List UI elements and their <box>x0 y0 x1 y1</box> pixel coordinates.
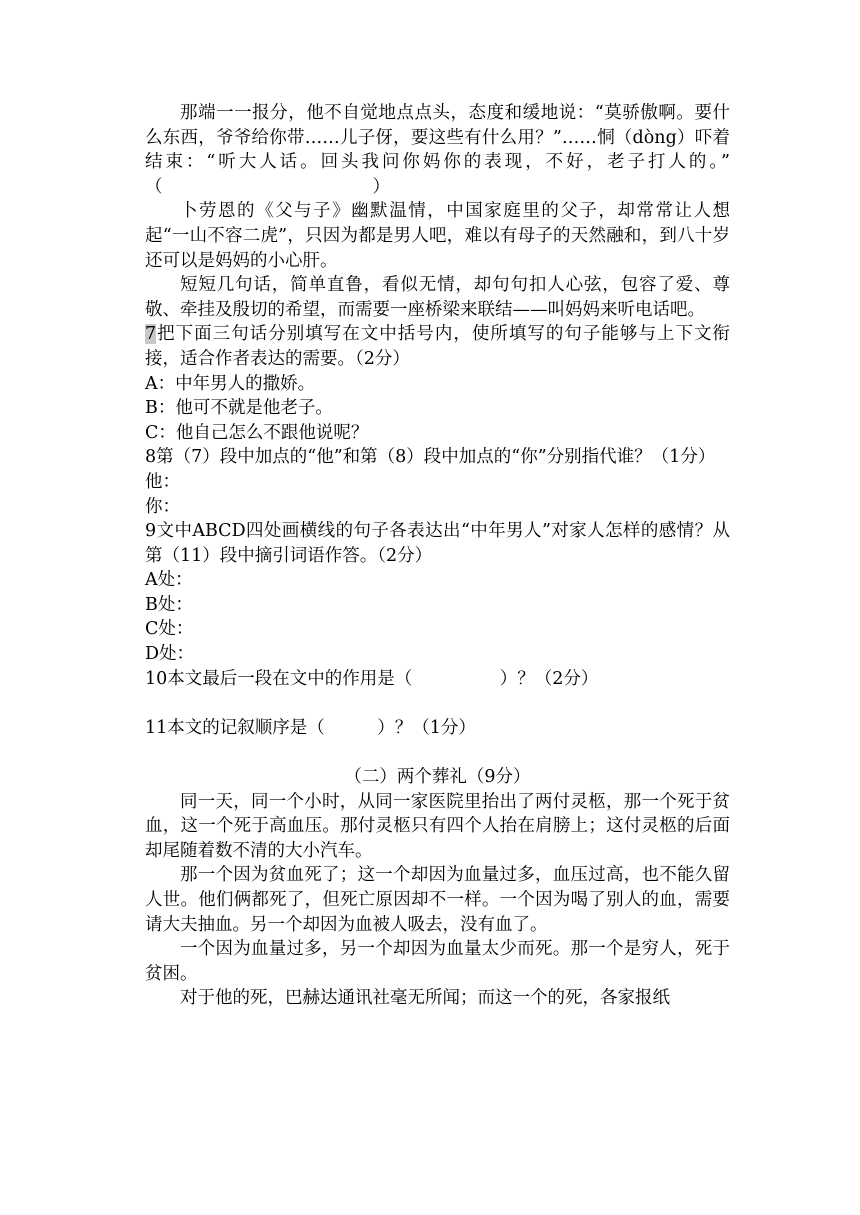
paragraph-short-words: 短短几句话，简单直鲁，看似无情，却句句扣人心弦，包容了爱、尊敬、牵挂及殷切的希望，而需要一座桥梁来联结——叫妈妈来听电话吧。 <box>145 275 730 320</box>
answer-line-ni: 你： <box>145 496 180 517</box>
section-title: （二）两个葬礼（9分） <box>344 767 531 788</box>
paragraph-blood-amount: 一个因为血量过多，另一个却因为血量太少而死。那一个是穷人，死于贫困。 <box>145 939 730 984</box>
paragraph-two-coffins: 同一天，同一个小时，从同一家医院里抬出了两付灵柩，那一个死于贫血，这一个死于高血压。那付灵柩只有四个人抬在肩膀上；这付灵柩的后面却尾随着数不清的大小汽车。 <box>145 791 730 861</box>
answer-line-b: B处： <box>145 594 193 615</box>
blank-line <box>145 691 730 716</box>
option-a: A：中年男人的撒娇。 <box>145 373 316 394</box>
paragraph-anemia: 那一个因为贫血死了；这一个却因为血量过多，血压过高，也不能久留人世。他们俩都死了，但死亡原因却不一样。一个因为喝了别人的血，需要请大夫抽血。另一个却因为血被人吸去，没有血了。 <box>145 865 730 935</box>
paragraph-news-agency: 对于他的死，巴赫达通讯社毫无所闻；而这一个的死，各家报纸 <box>180 988 670 1009</box>
document-body <box>145 101 748 1011</box>
answer-line-c: C处： <box>145 619 194 640</box>
question-10: 10本文最后一段在文中的作用是（ ）？（2分） <box>145 668 599 689</box>
question-7 <box>145 322 730 371</box>
option-c: C：他自己怎么不跟他说呢？ <box>145 422 369 443</box>
question-11: 11本文的记叙顺序是（ ）？（1分） <box>145 717 476 738</box>
blank-line <box>145 740 730 765</box>
paragraph-father-and-son: 卜劳恩的《父与子》幽默温情，中国家庭里的父子，却常常让人想起“一山不容二虎”，只因为都是男人吧，难以有母子的天然融和，到八十岁还可以是妈妈的小心肝。 <box>145 201 730 271</box>
option-b: B：他可不就是他老子。 <box>145 398 333 419</box>
question-9: 9文中ABCD四处画横线的句子各表达出“中年男人”对家人怎样的感情？从第（11）段中摘引词语作答。（2分） <box>145 521 730 566</box>
answer-line-d: D处： <box>145 644 195 665</box>
answer-line-ta: 他： <box>145 471 180 492</box>
question-7-text: 把下面三句话分别填写在文中括号内，使所填写的句子能够与上下文衔接，适合作者表达的需要。（2分） <box>145 324 730 369</box>
paragraph-phone-call: 那端一一报分，他不自觉地点点头，态度和缓地说：“莫骄傲啊。要什么东西，爷爷给你带……儿子伢，要这些有什么用？”……恫（dòng）吓着结束：“听大人话。回头我问你妈你的表现，不好，老子打人的。” （ ） <box>145 103 748 197</box>
question-7-number: 7 <box>145 324 157 345</box>
question-8: 8第（7）段中加点的“他”和第（8）段中加点的“你”分别指代谁？（1分） <box>145 447 716 468</box>
answer-line-a: A处： <box>145 570 193 591</box>
